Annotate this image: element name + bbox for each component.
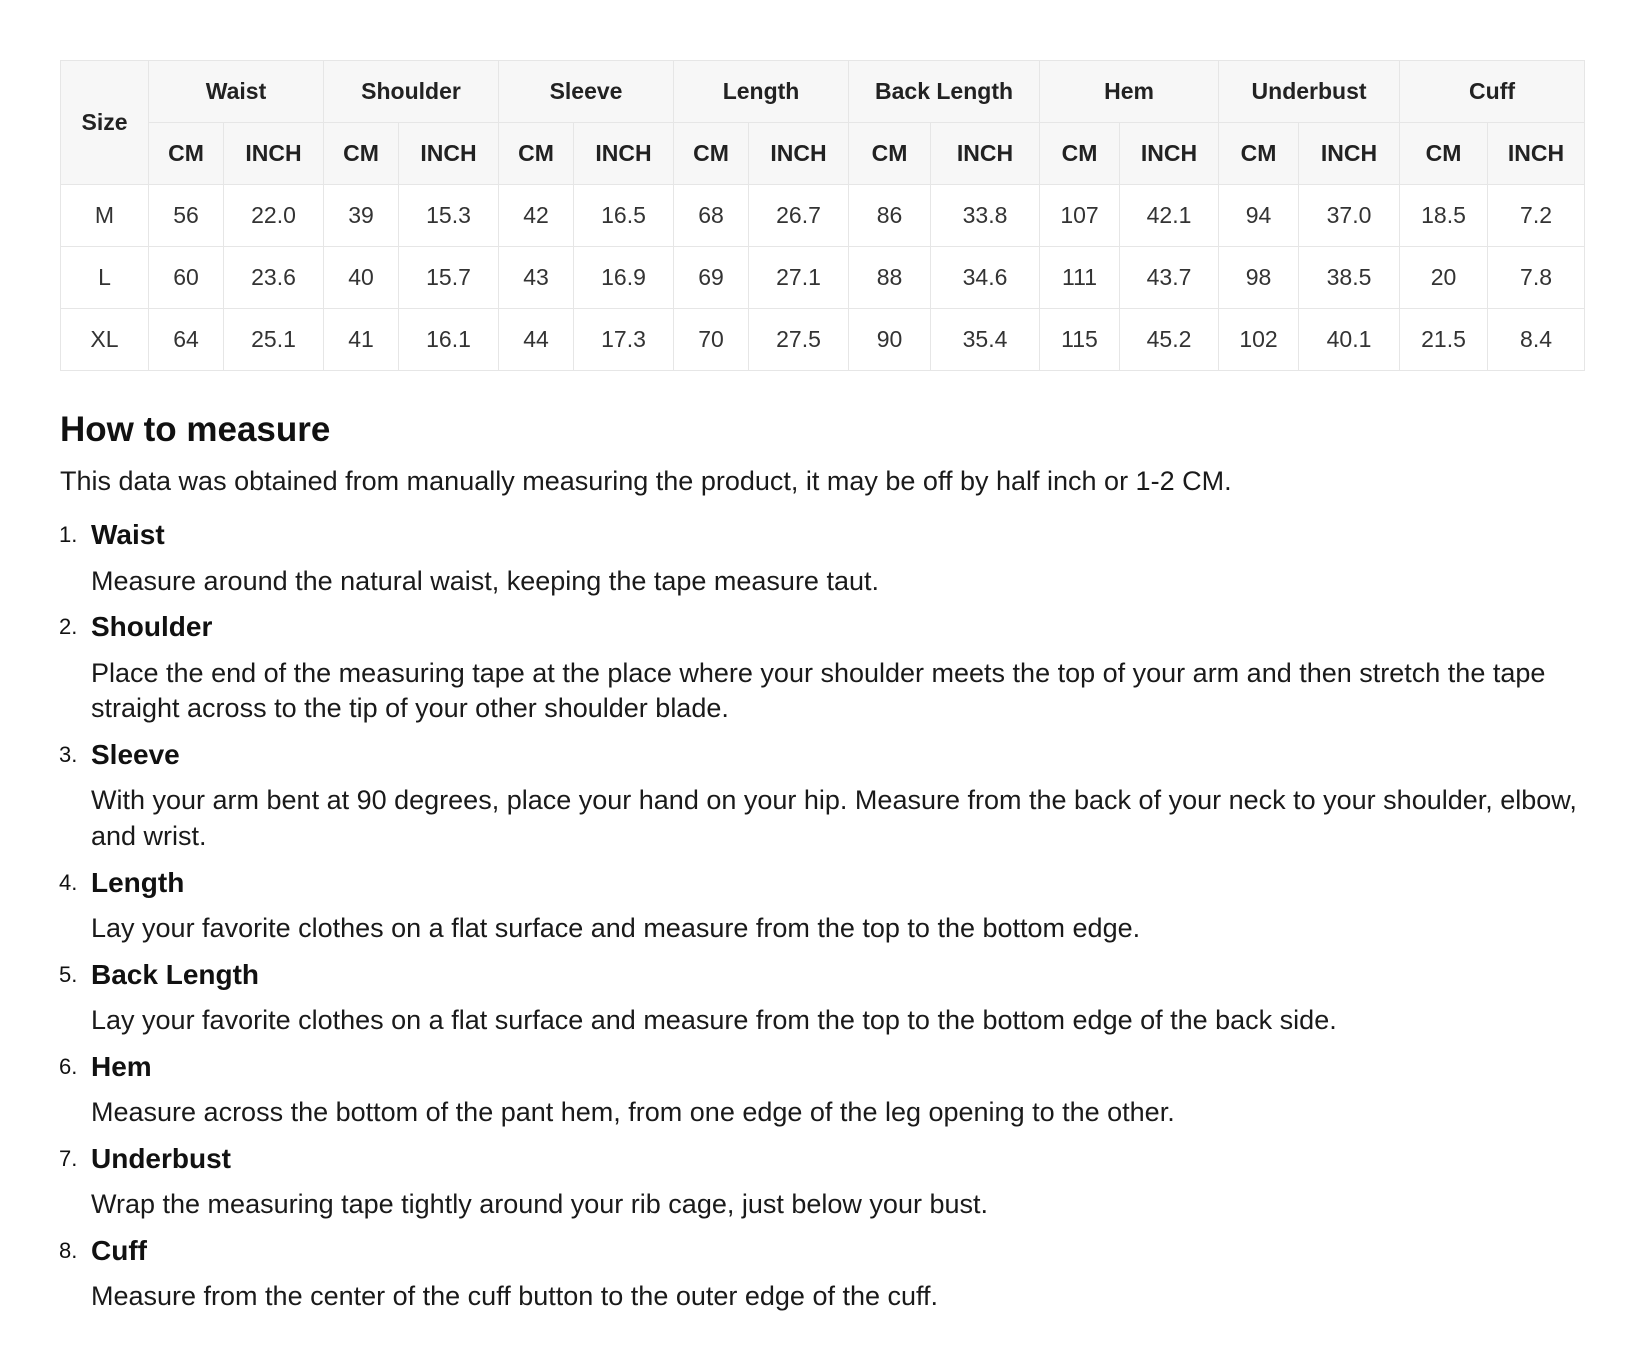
- size-chart-table: [60, 60, 1585, 371]
- group-header-cuff: Cuff: [1400, 61, 1585, 123]
- table-cell: 45.2: [1120, 309, 1219, 371]
- size-cell: M: [61, 185, 149, 247]
- table-row: [61, 185, 1585, 247]
- item-number: 3.: [59, 742, 78, 768]
- table-cell: 15.3: [399, 185, 499, 247]
- unit-header-inch: INCH: [1488, 123, 1585, 185]
- unit-header-inch: INCH: [399, 123, 499, 185]
- table-cell: 86: [849, 185, 931, 247]
- table-cell: 43.7: [1120, 247, 1219, 309]
- table-cell: 40.1: [1299, 309, 1400, 371]
- item-title-shoulder: Shoulder: [91, 611, 213, 643]
- table-row: [61, 309, 1585, 371]
- table-cell: 88: [849, 247, 931, 309]
- item-number: 4.: [59, 869, 78, 895]
- list-item: [60, 609, 1580, 727]
- table-cell: 115: [1040, 309, 1120, 371]
- unit-header-inch: INCH: [1120, 123, 1219, 185]
- group-header-back-length: Back Length: [849, 61, 1040, 123]
- table-cell: 42.1: [1120, 185, 1219, 247]
- list-item: [60, 517, 1580, 599]
- unit-header-cm: CM: [1400, 123, 1488, 185]
- table-cell: 16.5: [574, 185, 674, 247]
- how-to-measure-title: How to measure: [60, 410, 331, 449]
- table-cell: 20: [1400, 247, 1488, 309]
- table-cell: 35.4: [931, 309, 1040, 371]
- item-description: With your arm bent at 90 degrees, place your hand on your hip. Measure from the back of your neck to your shoulder, elbow, and wrist.: [91, 785, 1577, 852]
- group-header-underbust: Underbust: [1219, 61, 1400, 123]
- how-to-measure-intro: This data was obtained from manually measuring the product, it may be off by half inch or 1-2 CM.: [60, 466, 1232, 496]
- table-cell: 21.5: [1400, 309, 1488, 371]
- list-item: [60, 1233, 1580, 1315]
- table-cell: 25.1: [224, 309, 324, 371]
- table-cell: 15.7: [399, 247, 499, 309]
- table-cell: 22.0: [224, 185, 324, 247]
- table-cell: 41: [324, 309, 399, 371]
- table-cell: 107: [1040, 185, 1120, 247]
- item-description: Lay your favorite clothes on a flat surface and measure from the top to the bottom edge.: [91, 913, 1141, 944]
- table-cell: 43: [499, 247, 574, 309]
- size-header: Size: [61, 61, 149, 185]
- group-header-sleeve: Sleeve: [499, 61, 674, 123]
- unit-header-cm: CM: [1219, 123, 1299, 185]
- list-item: [60, 865, 1580, 947]
- table-cell: 60: [149, 247, 224, 309]
- item-description: Measure from the center of the cuff button to the outer edge of the cuff.: [91, 1281, 939, 1312]
- list-item: [60, 1141, 1580, 1223]
- unit-header-cm: CM: [674, 123, 749, 185]
- table-cell: 94: [1219, 185, 1299, 247]
- item-number: 6.: [59, 1053, 78, 1079]
- group-header-waist: Waist: [149, 61, 324, 123]
- table-cell: 111: [1040, 247, 1120, 309]
- item-number: 1.: [59, 522, 78, 548]
- item-title-waist: Waist: [91, 519, 165, 551]
- group-header-length: Length: [674, 61, 849, 123]
- unit-header-inch: INCH: [749, 123, 849, 185]
- unit-header-cm: CM: [499, 123, 574, 185]
- unit-header-cm: CM: [149, 123, 224, 185]
- table-cell: 34.6: [931, 247, 1040, 309]
- item-description: Measure across the bottom of the pant hem, from one edge of the leg opening to the other.: [91, 1097, 1175, 1128]
- table-cell: 26.7: [749, 185, 849, 247]
- list-item: [60, 737, 1580, 855]
- size-cell: L: [61, 247, 149, 309]
- item-title-hem: Hem: [91, 1050, 152, 1082]
- item-title-sleeve: Sleeve: [91, 739, 180, 771]
- table-cell: 70: [674, 309, 749, 371]
- list-item: [60, 957, 1580, 1039]
- table-header-row-units: [61, 123, 1585, 185]
- table-cell: 44: [499, 309, 574, 371]
- table-cell: 17.3: [574, 309, 674, 371]
- unit-header-cm: CM: [849, 123, 931, 185]
- table-cell: 16.1: [399, 309, 499, 371]
- table-row: [61, 247, 1585, 309]
- item-number: 8.: [59, 1237, 78, 1263]
- table-cell: 39: [324, 185, 399, 247]
- unit-header-cm: CM: [324, 123, 399, 185]
- unit-header-inch: INCH: [1299, 123, 1400, 185]
- table-cell: 42: [499, 185, 574, 247]
- table-cell: 38.5: [1299, 247, 1400, 309]
- table-cell: 102: [1219, 309, 1299, 371]
- table-cell: 33.8: [931, 185, 1040, 247]
- item-title-length: Length: [91, 866, 185, 898]
- item-number: 2.: [59, 614, 78, 640]
- measure-instructions-list: [60, 517, 1580, 1314]
- item-description: Wrap the measuring tape tightly around your rib cage, just below your bust.: [91, 1189, 988, 1220]
- item-number: 7.: [59, 1145, 78, 1171]
- table-cell: 27.1: [749, 247, 849, 309]
- unit-header-inch: INCH: [931, 123, 1040, 185]
- item-title-underbust: Underbust: [91, 1142, 231, 1174]
- group-header-hem: Hem: [1040, 61, 1219, 123]
- table-header-row-groups: [61, 61, 1585, 123]
- table-cell: 37.0: [1299, 185, 1400, 247]
- table-cell: 7.2: [1488, 185, 1585, 247]
- table-cell: 27.5: [749, 309, 849, 371]
- item-number: 5.: [59, 961, 78, 987]
- table-cell: 23.6: [224, 247, 324, 309]
- unit-header-inch: INCH: [574, 123, 674, 185]
- list-item: [60, 1049, 1580, 1131]
- table-cell: 40: [324, 247, 399, 309]
- unit-header-inch: INCH: [224, 123, 324, 185]
- table-cell: 69: [674, 247, 749, 309]
- table-cell: 16.9: [574, 247, 674, 309]
- item-description: Lay your favorite clothes on a flat surface and measure from the top to the bottom edge of the back side.: [91, 1005, 1337, 1036]
- size-cell: XL: [61, 309, 149, 371]
- table-cell: 18.5: [1400, 185, 1488, 247]
- group-header-shoulder: Shoulder: [324, 61, 499, 123]
- unit-header-cm: CM: [1040, 123, 1120, 185]
- table-cell: 8.4: [1488, 309, 1585, 371]
- item-description: Place the end of the measuring tape at the place where your shoulder meets the top of your arm and then stretch the tape straight across to the tip of your other shoulder blade.: [91, 657, 1546, 724]
- table-cell: 56: [149, 185, 224, 247]
- table-cell: 7.8: [1488, 247, 1585, 309]
- table-cell: 68: [674, 185, 749, 247]
- table-cell: 90: [849, 309, 931, 371]
- table-cell: 64: [149, 309, 224, 371]
- table-cell: 98: [1219, 247, 1299, 309]
- item-description: Measure around the natural waist, keeping the tape measure taut.: [91, 565, 879, 596]
- item-title-back-length: Back Length: [91, 958, 260, 990]
- item-title-cuff: Cuff: [91, 1234, 147, 1266]
